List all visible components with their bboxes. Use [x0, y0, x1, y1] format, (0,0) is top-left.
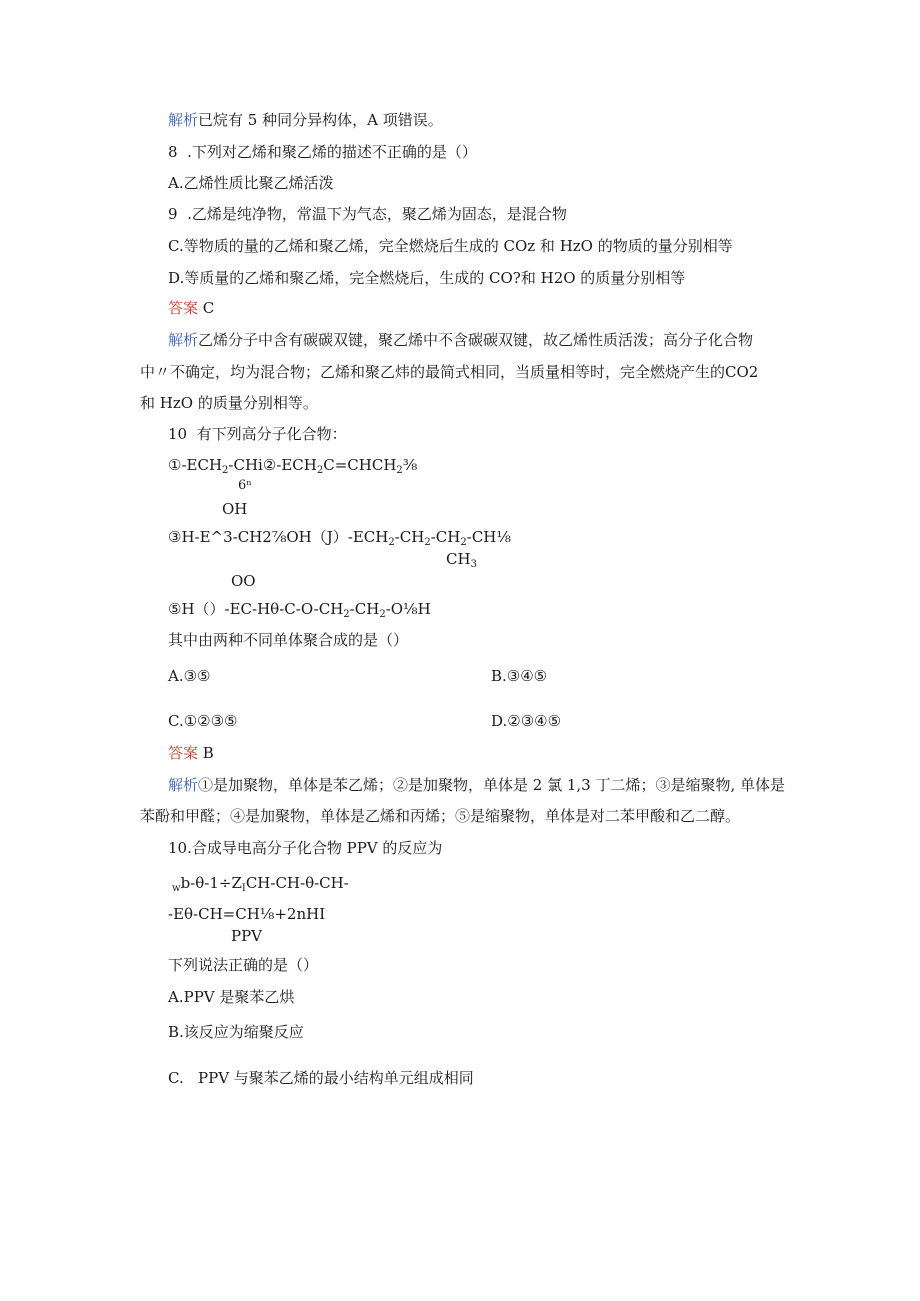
explanation-tag: 解析	[168, 111, 199, 129]
q8-option-b: 9 .乙烯是纯净物，常温下为气态，聚乙烯为固态，是混合物	[168, 205, 567, 223]
explanation-text: ①是加聚物，单体是苯乙烯；②是加聚物，单体是 2 氯 1,3 丁二烯；③是缩聚物, 单体是	[198, 776, 786, 794]
ppv-label: PPV	[231, 927, 263, 945]
q10-explanation-line-2: 苯酚和甲醛；④是加聚物，单体是乙烯和丙烯；⑤是缩聚物，单体是对二苯甲酸和乙二醇。	[140, 807, 741, 825]
q10-option-a: A.③⑤	[168, 667, 211, 685]
q8-explanation-line-1	[168, 330, 753, 350]
q8-explanation-line-3: 和 HzO 的质量分别相等。	[140, 394, 318, 412]
answer-tag: 答案	[168, 744, 199, 762]
q8-answer	[168, 298, 214, 318]
q10-option-c: C.①②③⑤	[168, 712, 238, 730]
explanation-text: 乙烯分子中含有碳碳双键，聚乙烯中不含碳碳双键，故乙烯性质活泼；高分子化合物	[198, 331, 754, 349]
formula-subscript-6n: 6ⁿ	[238, 478, 252, 493]
ppv-option-b: B.该反应为缩聚反应	[168, 1023, 304, 1041]
q10-option-b: B.③④⑤	[491, 667, 548, 685]
formula-ch3: $CH_3$	[446, 550, 477, 570]
explanation-text: 已烷有 5 种同分异构体，A 项错误。	[198, 111, 443, 129]
ppv-option-c: C. PPV 与聚苯乙烯的最小结构单元组成相同	[168, 1069, 474, 1087]
q10-option-d: D.②③④⑤	[491, 712, 562, 730]
ppv-reaction-line-2: -Eθ-CH=CH⅛+2nHI	[168, 905, 326, 923]
ppv-option-a: A.PPV 是聚苯乙烘	[168, 988, 295, 1006]
explanation-tag: 解析	[168, 331, 199, 349]
formula-1-2: $①-ECH_2-CHi②-ECH_2C=CHCH_2\frac{3}{8}$	[168, 456, 418, 476]
formula-oh: OH	[222, 500, 248, 518]
q10-question: 其中由两种不同单体聚合成的是（）	[168, 631, 409, 649]
q8-option-c: C.等物质的量的乙烯和聚乙烯，完全燃烧后生成的 COz 和 HzO 的物质的量分别相等	[168, 237, 733, 255]
q10-explanation-line-1	[168, 775, 785, 795]
q8-explanation-line-2: 中〃不确定，均为混合物；乙烯和聚乙炜的最简式相同，当质量相等时，完全燃烧产生的CO2	[140, 363, 759, 381]
q7-explanation	[168, 110, 443, 130]
formula-oo: OO	[231, 572, 256, 590]
ppv-reaction-line-1: $_wb-\theta-1\div Z_ICH-CH-\theta-CH-$	[172, 874, 349, 894]
explanation-tag: 解析	[168, 776, 199, 794]
q8-option-d: D.等质量的乙烯和聚乙烯，完全燃烧后，生成的 CO?和 H2O 的质量分别相等	[168, 269, 686, 287]
answer-value: C	[202, 299, 215, 317]
ppv-question: 下列说法正确的是（）	[168, 956, 319, 974]
q10-answer	[168, 743, 214, 763]
formula-5: $⑤H()-EC-H\theta-C-O-CH_2-CH_2$-O⅛H	[168, 600, 431, 620]
answer-value: B	[202, 744, 214, 762]
answer-tag: 答案	[168, 299, 199, 317]
q10-stem: 10 有下列高分子化合物：	[168, 425, 347, 443]
q8-stem: 8 .下列对乙烯和聚乙烯的描述不正确的是（）	[168, 143, 477, 161]
ppv-stem: 10.合成导电高分子化合物 PPV 的反应为	[168, 839, 443, 857]
q8-option-a: A.乙烯性质比聚乙烯活泼	[168, 174, 334, 192]
formula-3-4: $③H-E\^{}3-CH2\frac{7}{8}OH(J)-ECH_2-CH_2-CH_2$-CH⅛	[168, 528, 511, 548]
